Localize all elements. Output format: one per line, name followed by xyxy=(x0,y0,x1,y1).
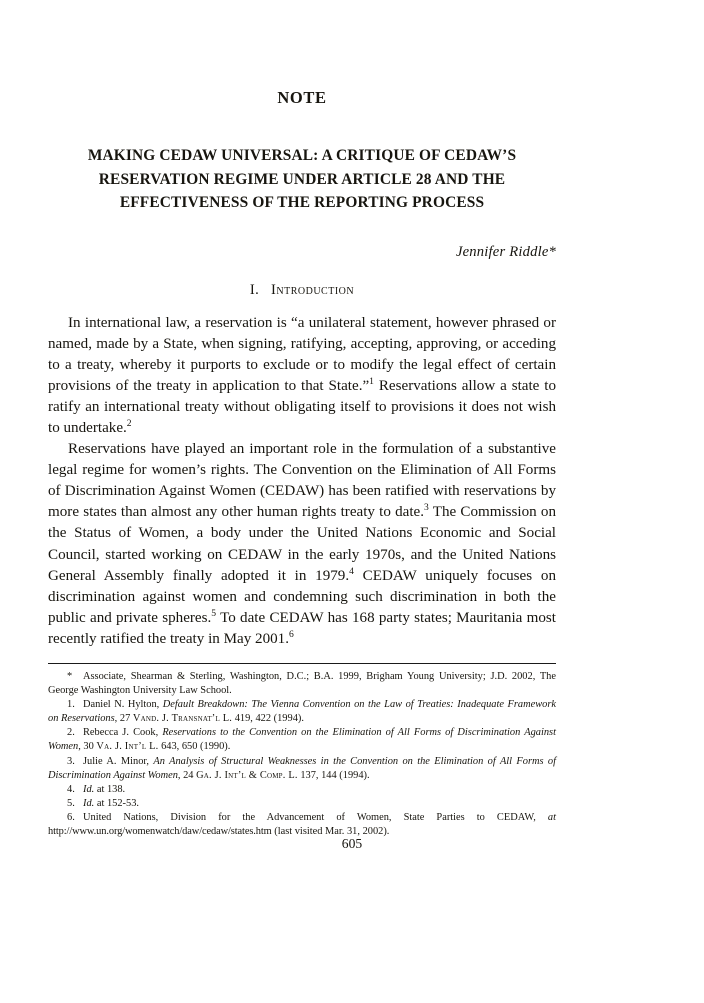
author-byline: Jennifer Riddle* xyxy=(455,243,556,260)
text-run: The Commission on the Status of Women, a body under the United Nations Economic and Social Council, started working on CEDAW in the early 1970s, and the United Nations General Assembly finally adopted it in 1979. xyxy=(48,504,557,584)
text-run: In international law, a reservation is “a unilateral statement, however phrased or named, made by a State, when signing, ratifying, accepting, approving, or acceding to a treaty, whereby it purports to exclude or to modify the legal effect of certain provisions of the treaty in application to that State.” xyxy=(48,314,556,394)
footnote-marker: 5. xyxy=(67,797,75,809)
section-numeral: I. xyxy=(249,281,260,298)
text-run: at 138. xyxy=(94,783,126,795)
text-run: United Nations, Division for the Advancement of Women, State Parties to CEDAW, xyxy=(83,811,548,823)
footnote-item xyxy=(48,698,556,726)
italic-run: An Analysis of Structural Weaknesses in the Convention on the Elimination of All Forms of Discrimination Against Women xyxy=(48,755,556,781)
text-run: CEDAW uniquely focuses on discrimination against women and condemning such discrimination in both the public and private spheres. xyxy=(48,567,556,626)
footnote-marker: 2. xyxy=(67,727,75,739)
italic-run: at xyxy=(547,811,556,823)
body-text xyxy=(48,313,556,651)
smallcaps-run: Va. J. Int’l L. xyxy=(96,741,159,753)
footnote-item xyxy=(48,670,556,698)
text-run: Rebecca J. Cook, xyxy=(83,727,163,739)
article-title xyxy=(48,144,556,215)
footnote-reference[interactable]: 6 xyxy=(289,628,294,640)
footnote-marker: 1. xyxy=(67,699,75,711)
note-label: NOTE xyxy=(277,88,327,107)
text-run: 643, 650 (1990). xyxy=(158,741,231,753)
citation-url[interactable]: http://www.un.org/womenwatch/daw/cedaw/states.htm xyxy=(48,826,272,838)
text-run: 137, 144 (1994). xyxy=(297,769,370,781)
text-run: Reservations allow a state to ratify an international treaty without obligating itself to provisions it does not wish to undertake. xyxy=(48,377,556,436)
text-run: Reservations have played an important role in the formulation of a substantive legal regime for women’s rights. The Convention on the Elimination of All Forms of Discrimination Against Women (CEDAW) has been ratified with reservations by more states than almost any other human rights treaty to date. xyxy=(48,441,556,521)
body-paragraph xyxy=(48,439,556,650)
footnote-item xyxy=(48,797,556,811)
footnote-reference[interactable]: 4 xyxy=(349,565,354,577)
text-run: To date CEDAW has 168 party states; Mauritania most recently ratified the treaty in May 2001. xyxy=(48,609,556,647)
article-title-line: EFFECTIVENESS OF THE REPORTING PROCESS xyxy=(119,194,485,211)
text-run: Daniel N. Hylton, xyxy=(83,699,163,711)
smallcaps-run: Vand. J. Transnat’l L. xyxy=(132,713,233,725)
footnote-reference[interactable]: 2 xyxy=(126,417,132,429)
article-title-line: RESERVATION REGIME UNDER ARTICLE 28 AND THE xyxy=(98,170,506,188)
italic-run: Default Breakdown: The Vienna Convention on the Law of Treaties: Inadequate Framework on Reservations xyxy=(48,699,556,725)
footnote-reference[interactable]: 1 xyxy=(369,375,374,387)
footnote-item xyxy=(48,811,556,839)
footnote-separator-rule xyxy=(48,663,556,664)
text-run: (last visited Mar. 31, 2002). xyxy=(271,826,390,838)
italic-run: Id. xyxy=(83,783,95,795)
page-content xyxy=(48,0,556,839)
article-title-line: MAKING CEDAW UNIVERSAL: A CRITIQUE OF CEDAW’S xyxy=(87,147,517,164)
section-title: Introduction xyxy=(271,281,355,298)
footnote-marker: 6. xyxy=(67,811,75,823)
page-number: 605 xyxy=(341,836,363,851)
section-heading xyxy=(48,282,556,299)
smallcaps-run: Ga. J. Int’l & Comp. L. xyxy=(196,769,298,781)
italic-run: Id. xyxy=(83,797,95,809)
footnote-item xyxy=(48,783,556,797)
text-run: 419, 422 (1994). xyxy=(232,713,304,725)
text-run: at 152-53. xyxy=(94,797,139,809)
footnote-marker: 4. xyxy=(67,783,75,795)
text-run: , 24 xyxy=(177,769,197,781)
text-run: Associate, Shearman & Sterling, Washington, D.C.; B.A. 1999, Brigham Young University; J.D. 2002, The George Washington University Law School. xyxy=(48,671,556,697)
text-run: Julie A. Minor, xyxy=(83,755,154,767)
footnote-marker: 3. xyxy=(67,755,75,767)
text-run: , 30 xyxy=(78,741,97,753)
text-run: , 27 xyxy=(114,713,133,725)
footnote-reference[interactable]: 3 xyxy=(424,502,429,514)
footnote-reference[interactable]: 5 xyxy=(211,607,217,619)
italic-run: Reservations to the Convention on the Elimination of All Forms of Discrimination Against Women xyxy=(48,727,556,753)
body-paragraph xyxy=(48,313,556,440)
footnote-marker: * xyxy=(67,671,73,682)
footnote-item xyxy=(48,755,556,783)
footnote-item xyxy=(48,726,556,754)
footnote-list xyxy=(48,670,556,839)
